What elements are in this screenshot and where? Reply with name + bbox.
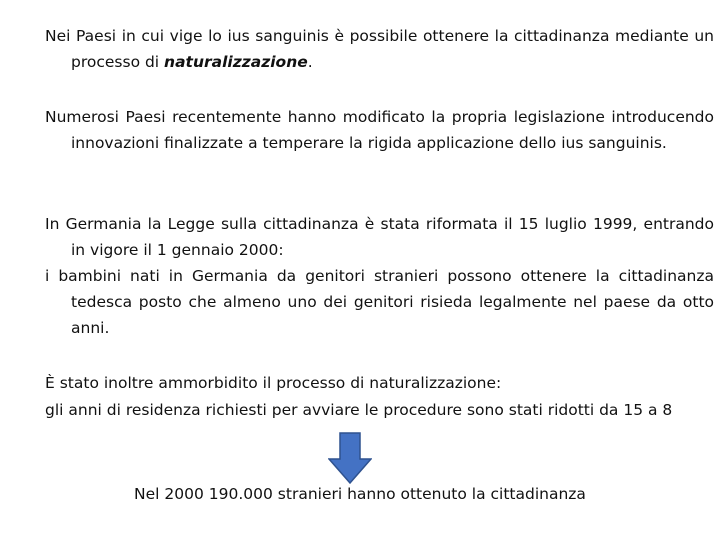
paragraph-ammorbidito: È stato inoltre ammorbidito il processo di naturalizzazione: xyxy=(45,374,502,392)
down-arrow-icon xyxy=(328,432,372,484)
emphasis-term: naturalizzazione xyxy=(164,53,308,71)
paragraph-germania: In Germania la Legge sulla cittadinanza è stata riformata il 15 luglio 1999, entrando in vigore il 1 gennaio 2000: xyxy=(45,215,714,259)
paragraph-end: . xyxy=(307,53,313,71)
paragraph-naturalizzazione xyxy=(45,23,714,75)
paragraph-text: Nei Paesi in cui vige lo ius sanguinis è possibile ottenere la cittadinanza mediante un processo di xyxy=(45,27,714,71)
conclusion-text: Nel 2000 190.000 stranieri hanno ottenuto la cittadinanza xyxy=(134,485,586,503)
paragraph-anni-residenza: gli anni di residenza richiesti per avviare le procedure sono stati ridotti da 15 a 8 xyxy=(45,401,673,419)
paragraph-bambini: i bambini nati in Germania da genitori stranieri possono ottenere la cittadinanza tedesca posto che almeno uno dei genitori risieda legalmente nel paese da otto anni. xyxy=(45,267,714,337)
paragraph-legislazione: Numerosi Paesi recentemente hanno modificato la propria legislazione introducendo innovazioni finalizzate a temperare la rigida applicazione dello ius sanguinis. xyxy=(45,108,714,152)
